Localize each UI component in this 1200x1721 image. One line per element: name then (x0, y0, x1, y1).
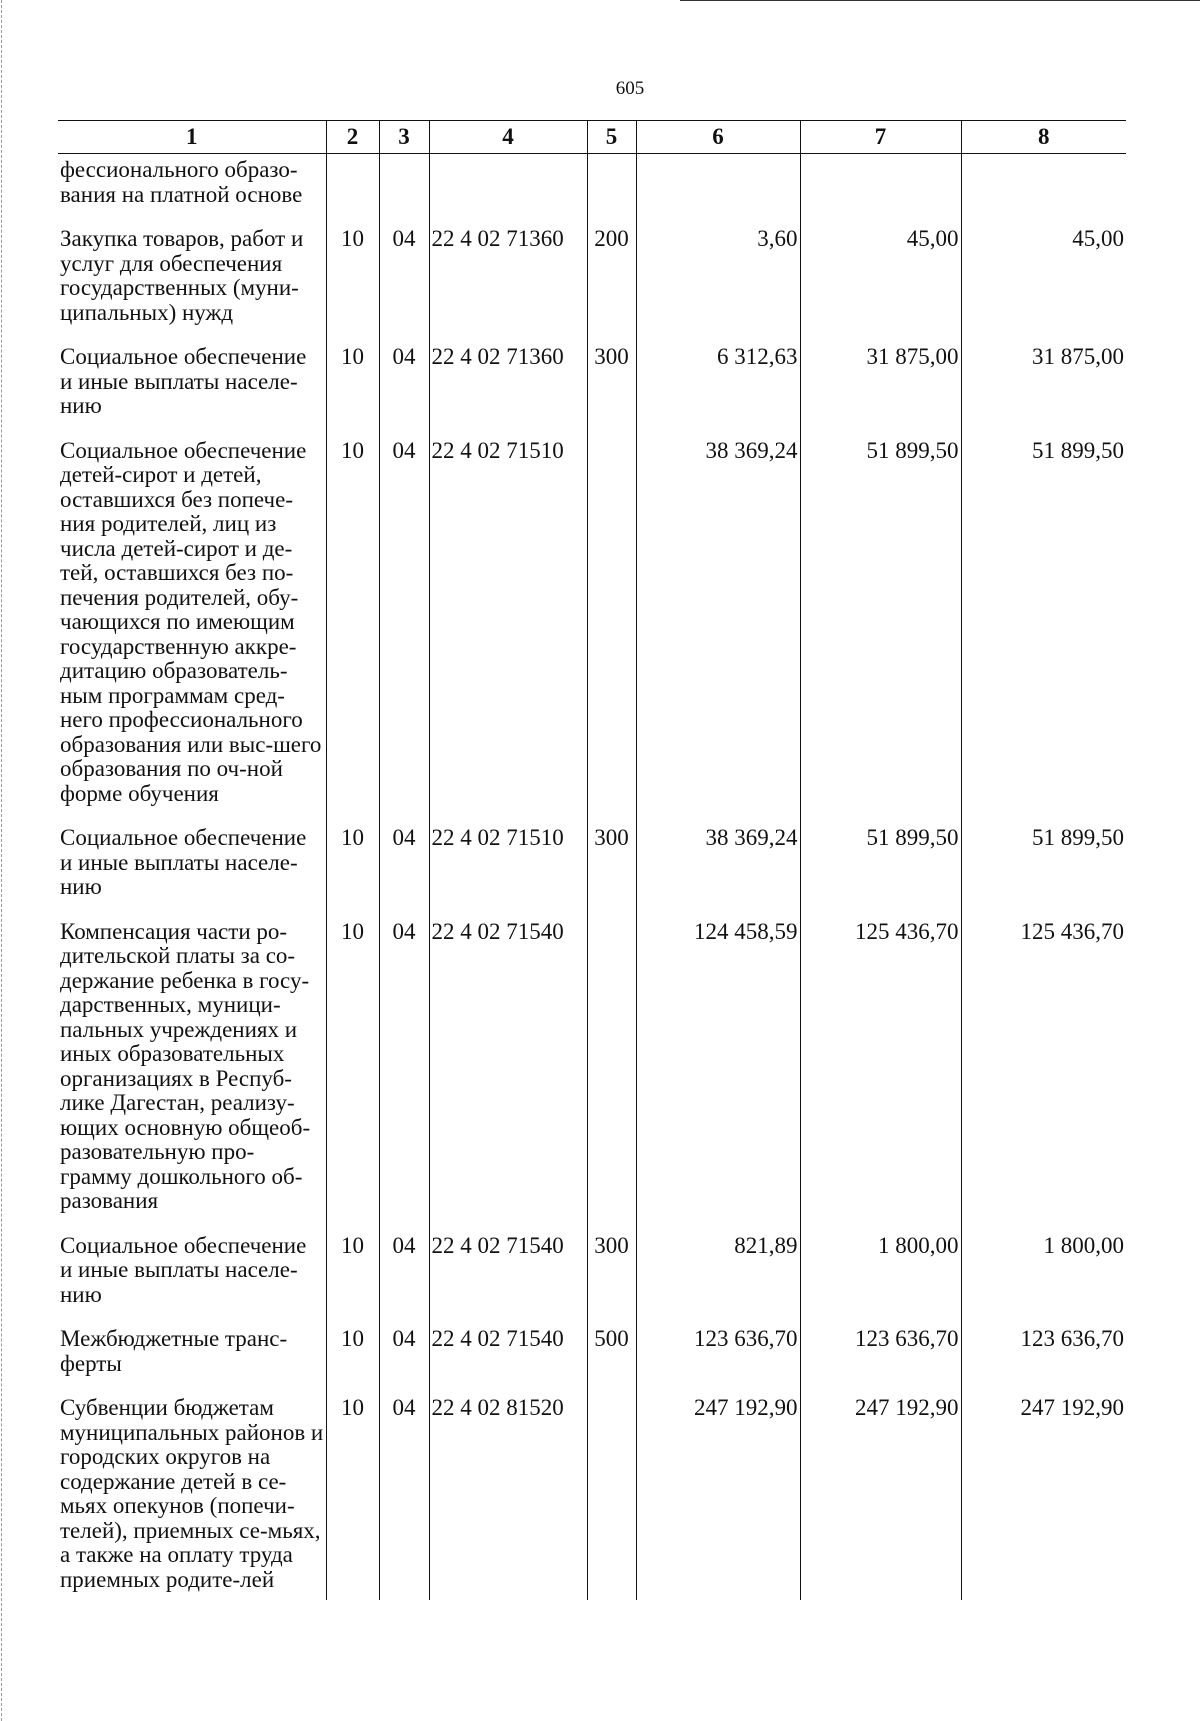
row-name: Межбюджетные транс-ферты (60, 1326, 288, 1376)
row-subsection: 04 (379, 227, 429, 345)
table-row (58, 154, 1126, 228)
row-target-code: 22 4 02 71510 (429, 439, 587, 827)
row-target-code: 22 4 02 71540 (429, 1327, 587, 1396)
row-amount-col8 (961, 154, 1126, 228)
row-amount-col8: 51 899,50 (961, 826, 1126, 920)
row-subsection: 04 (379, 1234, 429, 1328)
header-col-4: 4 (429, 121, 587, 154)
row-section: 10 (326, 345, 379, 439)
table-row (58, 920, 1126, 1234)
row-section: 10 (326, 1234, 379, 1328)
row-expense-type (587, 154, 636, 228)
row-expense-type (587, 1396, 636, 1600)
row-section: 10 (326, 920, 379, 1234)
header-col-6: 6 (636, 121, 800, 154)
table-row (58, 439, 1126, 827)
row-section (326, 154, 379, 228)
row-amount-col8: 31 875,00 (961, 345, 1126, 439)
row-expense-type (587, 920, 636, 1234)
header-row (58, 121, 1126, 154)
header-col-3: 3 (379, 121, 429, 154)
header-col-2: 2 (326, 121, 379, 154)
scan-edge-line (680, 0, 1200, 2)
row-section: 10 (326, 1327, 379, 1396)
row-amount-col6: 3,60 (636, 227, 800, 345)
page-number: 605 (615, 78, 645, 99)
header-col-1: 1 (58, 121, 326, 154)
budget-table (58, 120, 1126, 1600)
row-subsection: 04 (379, 345, 429, 439)
row-expense-type: 300 (587, 826, 636, 920)
row-amount-col8: 1 800,00 (961, 1234, 1126, 1328)
row-amount-col7: 31 875,00 (800, 345, 961, 439)
row-amount-col7 (800, 154, 961, 228)
row-expense-type: 300 (587, 345, 636, 439)
row-amount-col6: 123 636,70 (636, 1327, 800, 1396)
row-target-code (429, 154, 587, 228)
row-subsection: 04 (379, 920, 429, 1234)
row-target-code: 22 4 02 71540 (429, 1234, 587, 1328)
row-amount-col8: 247 192,90 (961, 1396, 1126, 1600)
scan-edge-margin (1, 0, 2, 1721)
row-name: фессионального образо-вания на платной основе (60, 157, 303, 207)
row-amount-col6: 6 312,63 (636, 345, 800, 439)
row-amount-col7: 1 800,00 (800, 1234, 961, 1328)
row-amount-col7: 125 436,70 (800, 920, 961, 1234)
row-section: 10 (326, 826, 379, 920)
row-name: Социальное обеспечение и иные выплаты населе-нию (60, 825, 307, 899)
row-target-code: 22 4 02 71360 (429, 345, 587, 439)
table-row (58, 227, 1126, 345)
row-amount-col7: 51 899,50 (800, 439, 961, 827)
row-amount-col7: 247 192,90 (800, 1396, 961, 1600)
row-name: Социальное обеспечение детей-сирот и детей, оставшихся без попече-ния родителей, лиц из числа детей-сирот и де-тей, оставшихся без по-печения родителей, обу-чающихся по имеющим государственную аккре-дитацию образователь-ным программам сред-него профессионального образования или выс-шего образования по оч-ной форме обучения (60, 437, 322, 806)
row-amount-col6 (636, 154, 800, 228)
row-expense-type: 200 (587, 227, 636, 345)
row-target-code: 22 4 02 81520 (429, 1396, 587, 1600)
table-row (58, 345, 1126, 439)
table-row (58, 1396, 1126, 1600)
row-target-code: 22 4 02 71510 (429, 826, 587, 920)
header-col-5: 5 (587, 121, 636, 154)
row-amount-col6: 38 369,24 (636, 439, 800, 827)
header-col-8: 8 (961, 121, 1126, 154)
row-amount-col8: 51 899,50 (961, 439, 1126, 827)
row-expense-type: 300 (587, 1234, 636, 1328)
row-subsection: 04 (379, 439, 429, 827)
row-name: Закупка товаров, работ и услуг для обеспечения государственных (муни-ципальных) нужд (60, 226, 304, 325)
row-subsection: 04 (379, 826, 429, 920)
row-amount-col7: 51 899,50 (800, 826, 961, 920)
table-row (58, 1327, 1126, 1396)
row-amount-col6: 124 458,59 (636, 920, 800, 1234)
row-amount-col7: 123 636,70 (800, 1327, 961, 1396)
row-section: 10 (326, 439, 379, 827)
row-subsection (379, 154, 429, 228)
table-row (58, 826, 1126, 920)
row-subsection: 04 (379, 1327, 429, 1396)
header-col-7: 7 (800, 121, 961, 154)
row-amount-col7: 45,00 (800, 227, 961, 345)
row-section: 10 (326, 227, 379, 345)
row-amount-col8: 45,00 (961, 227, 1126, 345)
row-expense-type (587, 439, 636, 827)
row-target-code: 22 4 02 71360 (429, 227, 587, 345)
row-expense-type: 500 (587, 1327, 636, 1396)
row-section: 10 (326, 1396, 379, 1600)
row-amount-col6: 821,89 (636, 1234, 800, 1328)
row-name: Компенсация части ро-дительской платы за со-держание ребенка в госу-дарственных, муници-пальных учреждениях и иных образовательных организациях в Респуб-лике Дагестан, реализу-ющих основную общеоб-разовательную про-грамму дошкольного об-разования (60, 918, 311, 1213)
row-name: Социальное обеспечение и иные выплаты населе-нию (60, 344, 307, 418)
row-subsection: 04 (379, 1396, 429, 1600)
row-amount-col6: 38 369,24 (636, 826, 800, 920)
table-row (58, 1234, 1126, 1328)
row-amount-col8: 125 436,70 (961, 920, 1126, 1234)
row-name: Субвенции бюджетам муниципальных районов и городских округов на содержание детей в се-мьях опекунов (попечи-телей), приемных се-мьях, а также на оплату труда приемных родите-лей (60, 1395, 324, 1592)
row-amount-col8: 123 636,70 (961, 1327, 1126, 1396)
row-target-code: 22 4 02 71540 (429, 920, 587, 1234)
row-name: Социальное обеспечение и иные выплаты населе-нию (60, 1232, 307, 1307)
row-amount-col6: 247 192,90 (636, 1396, 800, 1600)
